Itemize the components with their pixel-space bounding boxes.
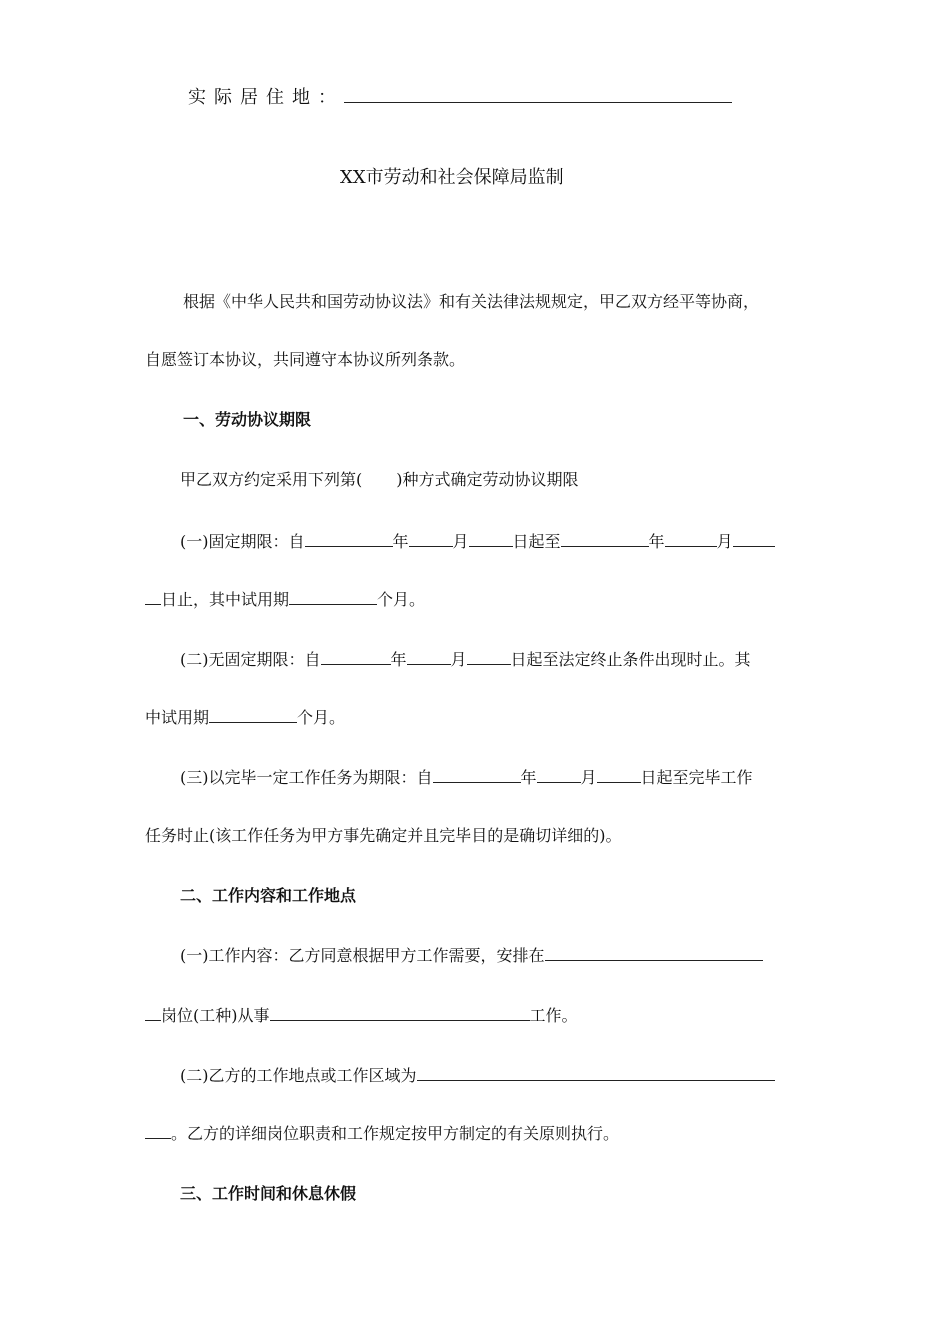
work-location-blank-b[interactable] [145,1124,171,1139]
section-3-heading: 三、工作时间和休息休假 [180,1184,357,1203]
work-end-label: 工作。 [529,1006,578,1025]
open-year-label: 年 [390,650,407,669]
fixed-end-month-blank[interactable] [665,532,717,547]
work-location-label: (二)乙方的工作地点或工作区域为 [180,1066,417,1085]
fixed-term-line-1 [180,532,775,552]
task-term-rest: 日起至完毕工作 [640,768,753,787]
task-month-label: 月 [580,768,597,787]
residence-line [188,88,732,108]
task-term-line-1 [180,768,753,788]
work-location-line-1 [180,1066,775,1086]
section-2-heading: 二、工作内容和工作地点 [180,886,357,905]
task-start-month-blank[interactable] [537,768,581,783]
fixed-start-month-blank[interactable] [409,532,453,547]
fixed-probation-blank[interactable] [289,590,377,605]
fixed-month-label: 月 [452,532,469,551]
fixed-start-day-blank[interactable] [469,532,513,547]
work-content-line-2 [145,1006,578,1026]
task-year-label: 年 [520,768,537,787]
work-post-label: 岗位(工种)从事 [161,1006,270,1025]
work-location-rest: 。乙方的详细岗位职责和工作规定按甲方制定的有关原则执行。 [171,1124,620,1143]
work-location-line-2 [145,1124,619,1144]
intro-line-2: 自愿签订本协议，共同遵守本协议所列条款。 [145,350,466,369]
task-term-label: (三)以完毕一定工作任务为期限：自 [180,768,433,787]
fixed-from-to-label: 日起至 [512,532,561,551]
term-choice-text-a: 甲乙双方约定采用下列第( [180,470,363,489]
open-month-label: 月 [450,650,467,669]
open-start-month-blank[interactable] [407,650,451,665]
open-probation-label: 中试用期 [145,708,210,727]
issuer-title: XX市劳动和社会保障局监制 [340,167,564,188]
work-department-blank-b[interactable] [145,1006,161,1021]
task-start-year-blank[interactable] [433,768,521,783]
fixed-end-year-label: 年 [648,532,665,551]
task-term-line-2: 任务时止(该工作任务为甲方事先确定并且完毕目的是确切详细的)。 [145,826,622,845]
intro-line-1: 根据《中华人民共和国劳动协议法》和有关法律法规规定，甲乙双方经平等协商， [183,292,760,311]
term-choice-line [180,470,579,490]
fixed-end-month-label: 月 [716,532,733,551]
residence-label: 实际居住地： [188,87,344,108]
fixed-end-year-blank[interactable] [561,532,649,547]
work-content-line-1 [180,946,763,966]
fixed-year-label: 年 [392,532,409,551]
residence-blank[interactable] [344,88,732,103]
fixed-term-line-2 [145,590,425,610]
fixed-probation-label: 日止，其中试用期 [161,590,290,609]
work-job-blank[interactable] [270,1006,530,1021]
open-start-year-blank[interactable] [321,650,391,665]
fixed-term-label: (一)固定期限：自 [180,532,305,551]
open-term-label: (二)无固定期限：自 [180,650,321,669]
section-1-heading: 一、劳动协议期限 [183,410,312,429]
open-term-line-1 [180,650,751,670]
work-content-label: (一)工作内容：乙方同意根据甲方工作需要，安排在 [180,946,545,965]
open-months-label: 个月。 [297,708,346,727]
fixed-end-day-blank-a[interactable] [733,532,775,547]
open-term-rest: 日起至法定终止条件出现时止。其 [510,650,751,669]
work-location-blank[interactable] [417,1066,775,1081]
work-department-blank[interactable] [545,946,763,961]
fixed-end-day-blank-b[interactable] [145,590,161,605]
fixed-start-year-blank[interactable] [305,532,393,547]
term-choice-text-b: )种方式确定劳动协议期限 [396,470,579,489]
open-term-line-2 [145,708,345,728]
fixed-months-label: 个月。 [377,590,426,609]
open-start-day-blank[interactable] [467,650,511,665]
open-probation-blank[interactable] [209,708,297,723]
task-start-day-blank[interactable] [597,768,641,783]
